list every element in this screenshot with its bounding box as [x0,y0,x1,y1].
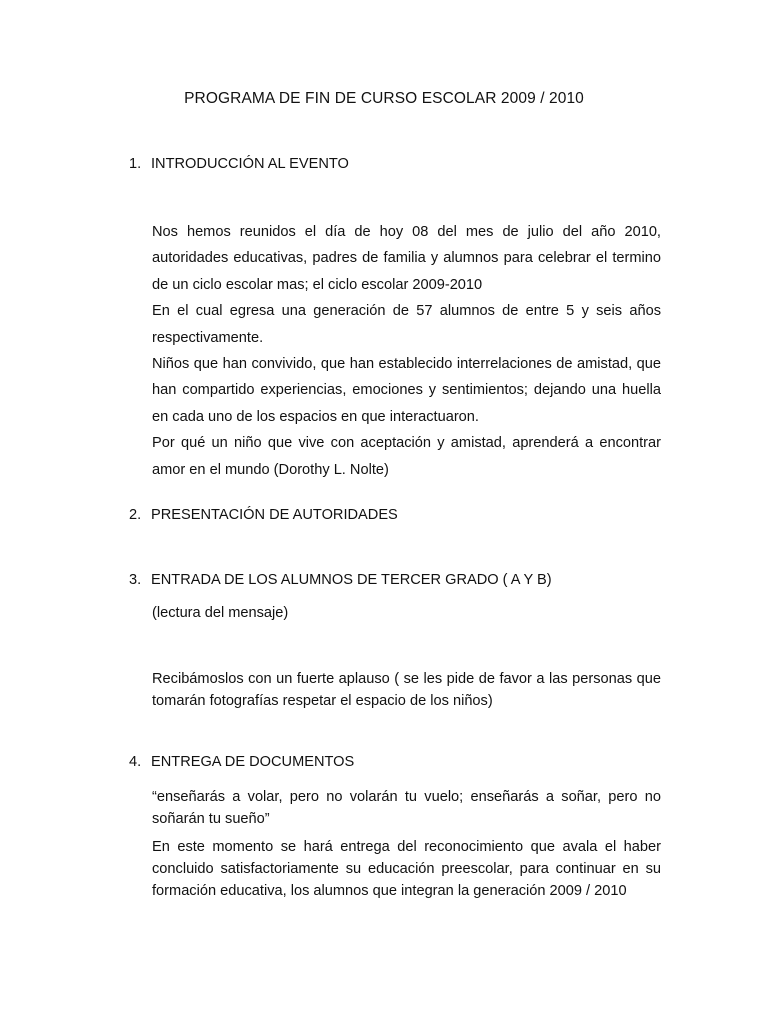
paragraph: Recibámoslos con un fuerte aplauso ( se les pide de favor a las personas que tomarán fotografías respetar el espacio de los niños) [152,671,661,710]
section-note: (lectura del mensaje) [152,605,289,621]
section-number: 1. [129,156,142,172]
paragraph: “enseñarás a volar, pero no volarán tu vuelo; enseñarás a soñar, pero no soñarán tu sueño” [152,789,661,828]
document-title: PROGRAMA DE FIN DE CURSO ESCOLAR 2009 / 2010 [184,90,584,107]
quote-paragraph [152,786,661,830]
section-number: 3. [129,572,142,588]
closing-paragraph [152,836,661,903]
section-title: PRESENTACIÓN DE AUTORIDADES [151,507,398,523]
section-heading-2 [129,507,398,523]
section-title: ENTREGA DE DOCUMENTOS [151,754,355,770]
paragraph: En el cual egresa una generación de 57 alumnos de entre 5 y seis años respectivamente. [152,303,661,346]
paragraph: Nos hemos reunidos el día de hoy 08 del mes de julio del año 2010, autoridades educativas, padres de familia y alumnos para celebrar el termino de un ciclo escolar mas; el ciclo escolar 2009-2010 [152,224,661,293]
paragraph: Por qué un niño que vive con aceptación y amistad, aprenderá a encontrar amor en el mundo (Dorothy L. Nolte) [152,435,661,478]
section-heading-4 [129,754,354,770]
section-number: 4. [129,754,142,770]
section-heading-3 [129,572,552,588]
paragraph: Niños que han convivido, que han establecido interrelaciones de amistad, que han compartido experiencias, emociones y sentimientos; dejando una huella en cada uno de los espacios en que interactuaron. [152,356,661,425]
section-title: ENTRADA DE LOS ALUMNOS DE TERCER GRADO ( A Y B) [151,572,552,588]
section-title: INTRODUCCIÓN AL EVENTO [151,156,349,172]
section-heading-1 [129,156,349,172]
applause-paragraph [152,668,661,712]
paragraph: En este momento se hará entrega del reconocimiento que avala el haber concluido satisfactoriamente su educación preescolar, para continuar en su formación educativa, los alumnos que integran la generación 2009 / 2010 [152,839,661,900]
intro-body [152,219,661,483]
section-number: 2. [129,507,142,523]
